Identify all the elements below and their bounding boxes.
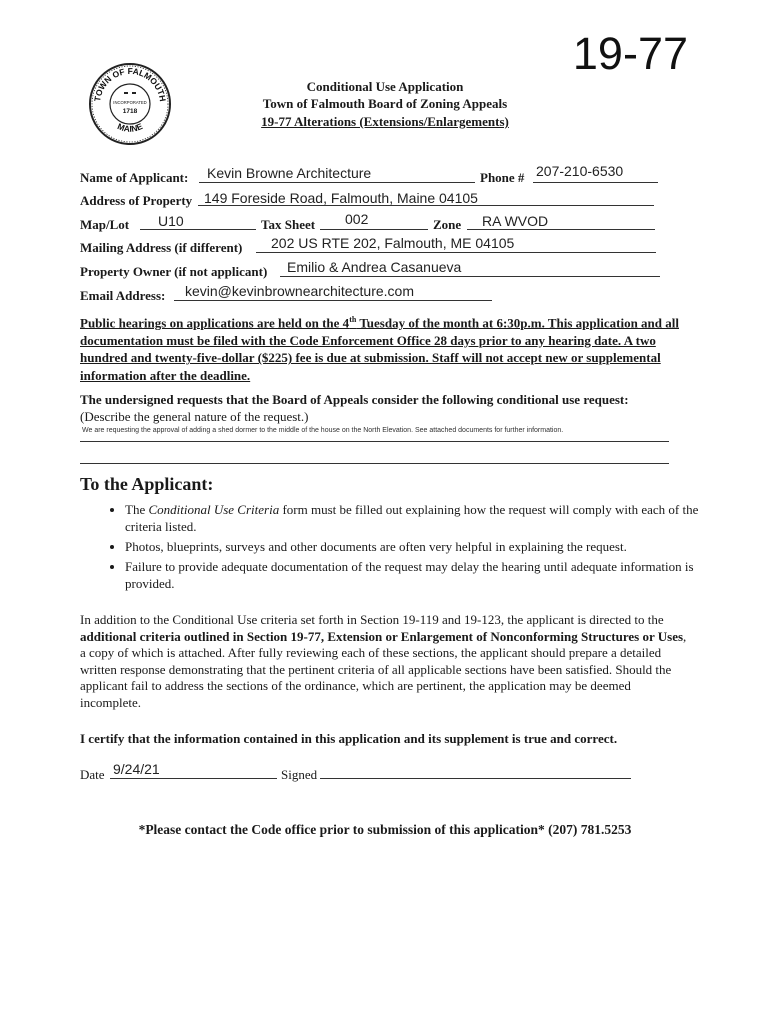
certification-statement: I certify that the information contained in this application and its supplement is true and correct. [80, 731, 618, 746]
form-number: 19-77 [572, 28, 688, 79]
taxsheet-line [320, 215, 428, 230]
criteria-paragraph: In addition to the Conditional Use criteria set forth in Section 19-119 and 19-123, the applicant is directed to the additional criteria outlined in Section 19-77, Extension or Enlargement of Nonconforming Structures or Uses, a copy of which is attached. After fully reviewing each of these sections, the applicant should prepare a detailed written response demonstrating that the pertinent criteria of all applicable sections have been satisfied. Should the applicant fail to address the sections of the ordinance, which are pertinent, the application may be deemed incomplete. [80, 612, 687, 710]
applicant-instructions-list [80, 501, 735, 595]
applicant-field[interactable]: Kevin Browne Architecture [207, 165, 372, 181]
list-item: • Photos, blueprints, surveys and other documents are often very helpful in explaining the request. [125, 538, 735, 555]
date-label: Date [80, 767, 105, 782]
request-intro: The undersigned requests that the Board of Appeals consider the following conditional use request: [80, 392, 629, 407]
list-item: • Failure to provide adequate documentation of the request may delay the hearing until adequate information is provided. [125, 558, 735, 592]
hearing-notice: Public hearings on applications are held on the 4th Tuesday of the month at 6:30p.m. This application and all documentation must be filed with the Code Enforcement Office 28 days prior to any hearing date. A two hundred and twenty-five-dollar ($225) fee is due at submission. Staff will not accept new or supplemental information after the deadline. [80, 315, 679, 383]
seal-year: 1718 [122, 108, 138, 115]
request-line-2 [80, 449, 669, 464]
taxsheet-field[interactable]: 002 [345, 211, 369, 227]
maplot-label: Map/Lot [80, 217, 130, 232]
property-address-field[interactable]: 149 Foreside Road, Falmouth, Maine 04105 [204, 190, 478, 206]
property-owner-label: Property Owner (if not applicant) [80, 264, 268, 279]
form-section-title: 19-77 Alterations (Extensions/Enlargements) [261, 114, 509, 129]
signature-line[interactable] [320, 764, 631, 779]
phone-label: Phone # [480, 170, 525, 185]
property-owner-field[interactable]: Emilio & Andrea Casanueva [287, 259, 462, 275]
form-subtitle: Town of Falmouth Board of Zoning Appeals [262, 96, 508, 111]
request-describe-hint: (Describe the general nature of the request.) [80, 409, 309, 424]
zone-label: Zone [433, 217, 462, 232]
seal-bottom-text: MAINE [116, 121, 144, 134]
request-description-field[interactable]: We are requesting the approval of adding a shed dormer to the middle of the house on the North Elevation. See attached documents for further information. [82, 427, 564, 434]
seal-center-text: INCORPORATED [113, 100, 147, 105]
to-applicant-heading: To the Applicant: [80, 474, 214, 494]
maplot-field[interactable]: U10 [158, 213, 184, 229]
applicant-label: Name of Applicant: [80, 170, 189, 185]
signed-label: Signed [281, 767, 318, 782]
mailing-address-label: Mailing Address (if different) [80, 240, 243, 255]
property-address-label: Address of Property [80, 193, 193, 208]
phone-field[interactable]: 207-210-6530 [536, 163, 624, 179]
contact-note: *Please contact the Code office prior to submission of this application* (207) 781.5253 [138, 822, 632, 837]
list-item: • The Conditional Use Criteria form must be filled out explaining how the request will comply with each of the criteria listed. [125, 501, 735, 535]
mailing-address-field[interactable]: 202 US RTE 202, Falmouth, ME 04105 [271, 235, 515, 251]
zone-field[interactable]: RA WVOD [482, 213, 549, 229]
email-field[interactable]: kevin@kevinbrownearchitecture.com [185, 283, 414, 299]
seal-top-text: TOWN OF FALMOUTH [92, 65, 168, 103]
request-line-1 [80, 427, 669, 442]
email-label: Email Address: [80, 288, 166, 303]
taxsheet-label: Tax Sheet [261, 217, 316, 232]
form-title: Conditional Use Application [306, 79, 464, 94]
date-field[interactable]: 9/24/21 [113, 761, 160, 777]
